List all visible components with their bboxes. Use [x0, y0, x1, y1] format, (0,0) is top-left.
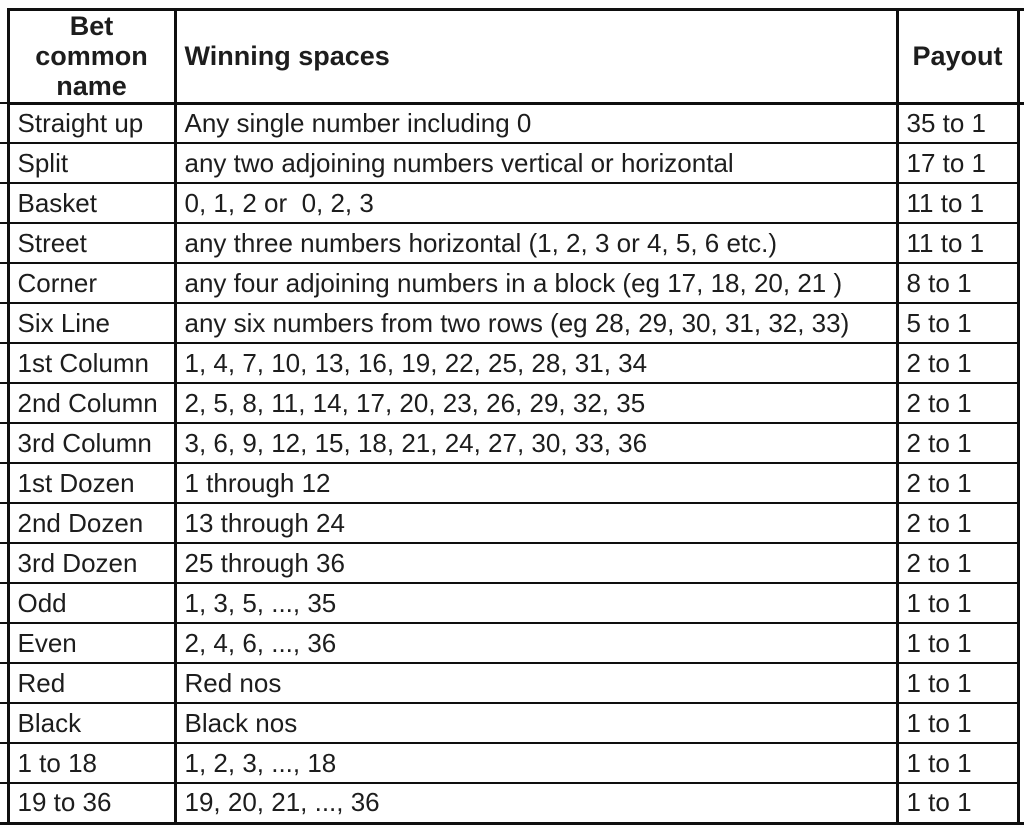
table-row — [0, 343, 1024, 383]
bet-name-cell: Corner — [8, 263, 175, 303]
row-line-tick — [0, 263, 8, 303]
header-payout: Payout — [897, 10, 1018, 104]
clipped-cell — [1018, 543, 1024, 583]
bet-name-cell: 3rd Column — [8, 423, 175, 463]
clipped-cell — [1018, 103, 1024, 143]
bet-name-cell: 1st Column — [8, 343, 175, 383]
bet-name-cell: Split — [8, 143, 175, 183]
clipped-cell — [1018, 503, 1024, 543]
bet-name-cell: 3rd Dozen — [8, 543, 175, 583]
table-row — [0, 103, 1024, 143]
clipped-cell — [1018, 343, 1024, 383]
payout-cell: 2 to 1 — [897, 503, 1018, 543]
bet-name-cell: 2nd Column — [8, 383, 175, 423]
bet-name-cell: 19 to 36 — [8, 783, 175, 823]
table-row — [0, 183, 1024, 223]
clipped-cell — [1018, 623, 1024, 663]
payout-cell: 1 to 1 — [897, 663, 1018, 703]
header-winning-spaces: Winning spaces — [175, 10, 897, 104]
winning-spaces-cell: 13 through 24 — [175, 503, 897, 543]
table-row — [0, 143, 1024, 183]
payout-cell: 8 to 1 — [897, 263, 1018, 303]
table-header-row — [0, 10, 1024, 104]
bet-name-cell: 1st Dozen — [8, 463, 175, 503]
payout-cell: 2 to 1 — [897, 543, 1018, 583]
winning-spaces-cell: Black nos — [175, 703, 897, 743]
table-row — [0, 303, 1024, 343]
payout-cell: 35 to 1 — [897, 103, 1018, 143]
payout-cell: 2 to 1 — [897, 343, 1018, 383]
bet-name-cell: Straight up — [8, 103, 175, 143]
table-row — [0, 743, 1024, 783]
roulette-bets-table — [0, 8, 1024, 825]
payout-cell: 1 to 1 — [897, 783, 1018, 823]
table-row — [0, 703, 1024, 743]
row-line-tick — [0, 463, 8, 503]
header-bet-common-name: Bet common name — [8, 10, 175, 104]
clipped-cell — [1018, 183, 1024, 223]
clipped-cell — [1018, 463, 1024, 503]
payout-cell: 2 to 1 — [897, 463, 1018, 503]
winning-spaces-cell: 2, 4, 6, ..., 36 — [175, 623, 897, 663]
row-line-tick — [0, 103, 8, 143]
payout-cell: 11 to 1 — [897, 183, 1018, 223]
row-line-tick — [0, 183, 8, 223]
table-row — [0, 223, 1024, 263]
payout-cell: 1 to 1 — [897, 703, 1018, 743]
row-line-tick — [0, 383, 8, 423]
winning-spaces-cell: 19, 20, 21, ..., 36 — [175, 783, 897, 823]
clipped-cell — [1018, 583, 1024, 623]
row-line-tick — [0, 343, 8, 383]
row-line-tick — [0, 423, 8, 463]
winning-spaces-cell: 1, 2, 3, ..., 18 — [175, 743, 897, 783]
winning-spaces-cell: 1 through 12 — [175, 463, 897, 503]
clipped-cell — [1018, 703, 1024, 743]
clipped-cell — [1018, 743, 1024, 783]
bet-name-cell: 2nd Dozen — [8, 503, 175, 543]
winning-spaces-cell: 3, 6, 9, 12, 15, 18, 21, 24, 27, 30, 33, 36 — [175, 423, 897, 463]
row-line-tick — [0, 10, 8, 104]
row-line-tick — [0, 743, 8, 783]
payout-cell: 11 to 1 — [897, 223, 1018, 263]
bet-name-cell: Odd — [8, 583, 175, 623]
winning-spaces-cell: any six numbers from two rows (eg 28, 29, 30, 31, 32, 33) — [175, 303, 897, 343]
table-row — [0, 463, 1024, 503]
clipped-cell — [1018, 263, 1024, 303]
payout-cell: 5 to 1 — [897, 303, 1018, 343]
bet-name-cell: Six Line — [8, 303, 175, 343]
table-row — [0, 583, 1024, 623]
payout-cell: 2 to 1 — [897, 423, 1018, 463]
bet-name-cell: Even — [8, 623, 175, 663]
row-line-tick — [0, 223, 8, 263]
row-line-tick — [0, 583, 8, 623]
winning-spaces-cell: 25 through 36 — [175, 543, 897, 583]
payout-cell: 2 to 1 — [897, 383, 1018, 423]
header-clipped-cell — [1018, 10, 1024, 104]
winning-spaces-cell: any three numbers horizontal (1, 2, 3 or 4, 5, 6 etc.) — [175, 223, 897, 263]
winning-spaces-cell: 1, 3, 5, ..., 35 — [175, 583, 897, 623]
clipped-cell — [1018, 663, 1024, 703]
table-row — [0, 623, 1024, 663]
row-line-tick — [0, 663, 8, 703]
row-line-tick — [0, 783, 8, 823]
table-row — [0, 663, 1024, 703]
payout-cell: 1 to 1 — [897, 583, 1018, 623]
bet-name-cell: Red — [8, 663, 175, 703]
winning-spaces-cell: 0, 1, 2 or 0, 2, 3 — [175, 183, 897, 223]
row-line-tick — [0, 703, 8, 743]
clipped-cell — [1018, 423, 1024, 463]
bet-name-cell: Black — [8, 703, 175, 743]
bet-name-cell: Street — [8, 223, 175, 263]
winning-spaces-cell: 2, 5, 8, 11, 14, 17, 20, 23, 26, 29, 32, 35 — [175, 383, 897, 423]
table-row — [0, 423, 1024, 463]
table-row — [0, 263, 1024, 303]
row-line-tick — [0, 303, 8, 343]
table-row — [0, 783, 1024, 823]
clipped-cell — [1018, 383, 1024, 423]
bet-name-cell: Basket — [8, 183, 175, 223]
winning-spaces-cell: 1, 4, 7, 10, 13, 16, 19, 22, 25, 28, 31, 34 — [175, 343, 897, 383]
winning-spaces-cell: any four adjoining numbers in a block (eg 17, 18, 20, 21 ) — [175, 263, 897, 303]
table-row — [0, 383, 1024, 423]
winning-spaces-cell: any two adjoining numbers vertical or horizontal — [175, 143, 897, 183]
clipped-cell — [1018, 223, 1024, 263]
row-line-tick — [0, 143, 8, 183]
row-line-tick — [0, 623, 8, 663]
winning-spaces-cell: Red nos — [175, 663, 897, 703]
payout-cell: 17 to 1 — [897, 143, 1018, 183]
clipped-cell — [1018, 303, 1024, 343]
table-row — [0, 543, 1024, 583]
bet-name-cell: 1 to 18 — [8, 743, 175, 783]
payout-cell: 1 to 1 — [897, 743, 1018, 783]
winning-spaces-cell: Any single number including 0 — [175, 103, 897, 143]
row-line-tick — [0, 503, 8, 543]
clipped-cell — [1018, 783, 1024, 823]
payout-cell: 1 to 1 — [897, 623, 1018, 663]
row-line-tick — [0, 543, 8, 583]
table-row — [0, 503, 1024, 543]
clipped-cell — [1018, 143, 1024, 183]
